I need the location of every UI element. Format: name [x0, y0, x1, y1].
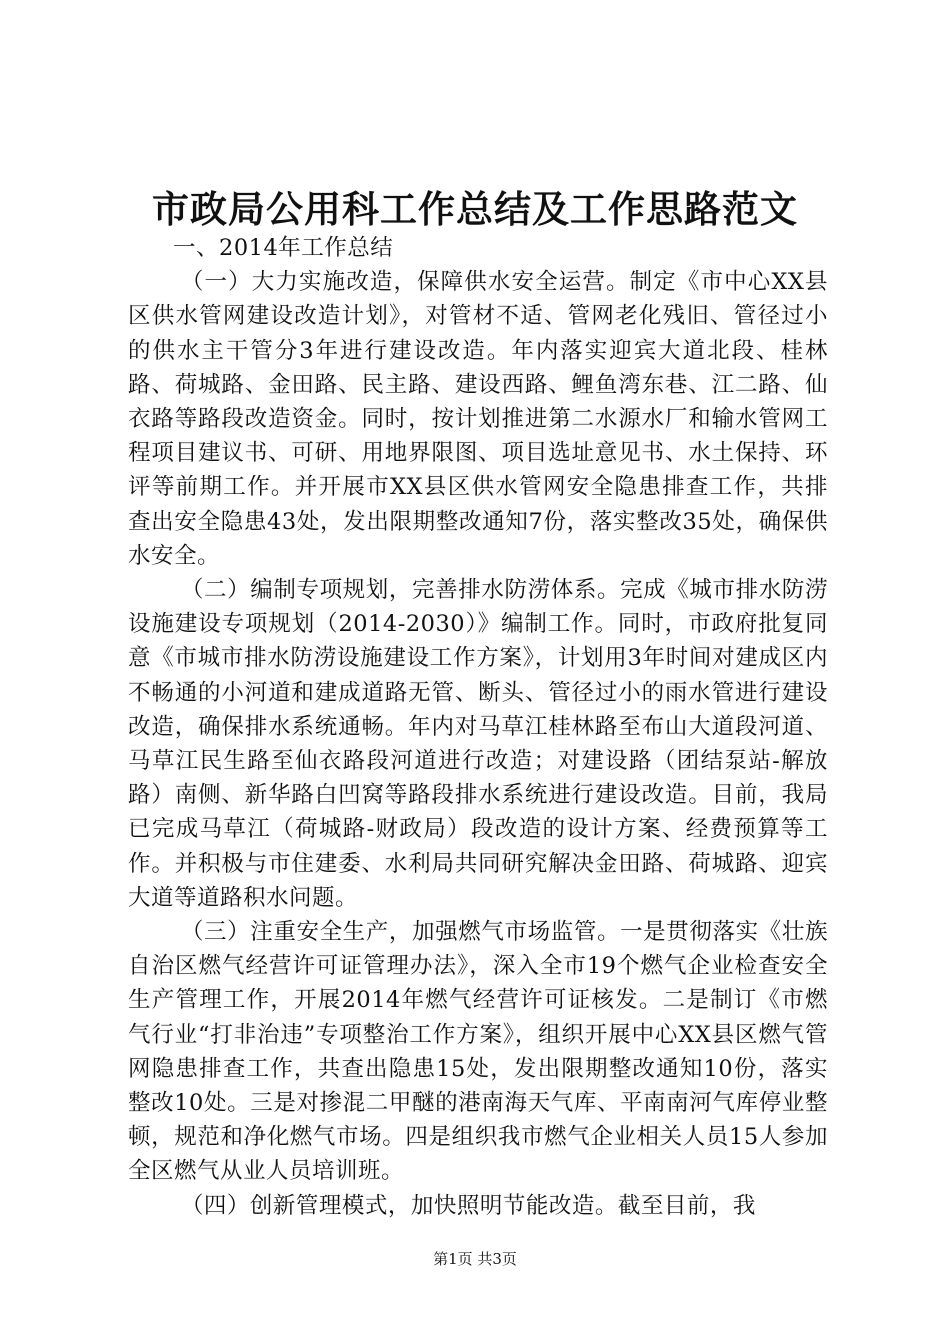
paragraph-lighting: （四）创新管理模式，加快照明节能改造。截至目前，我: [180, 1192, 756, 1219]
document-title: 市政局公用科工作总结及工作思路范文: [152, 187, 798, 231]
paragraph-gas-safety: （三）注重安全生产，加强燃气市场监管。一是贯彻落实《壮族自治区燃气经营许可证管理办法》，深入全市19个燃气企业检查安全生产管理工作，开展2014年燃气经营许可证核发。二是制订《市燃气行业“打非治违”专项整治工作方案》，组织开展中心XX县区燃气管网隐患排查工作，共查出隐患15处，发出限期整改通知10份，落实整改10处。三是对掺混二甲醚的港南海天气库、平南南河气库停业整顿，规范和净化燃气市场。四是组织我市燃气企业相关人员15人参加全区燃气从业人员培训班。: [128, 919, 828, 1185]
paragraph-drainage: （二）编制专项规划，完善排水防涝体系。完成《城市排水防涝设施建设专项规划（2014-2030）》编制工作。同时，市政府批复同意《市城市排水防涝设施建设工作方案》，计划用3年时间对建成区内不畅通的小河道和建成道路无管、断头、管径过小的雨水管进行建设改造，确保排水系统通畅。年内对马草江桂林路至布山大道段河道、马草江民生路至仙衣路段河道进行改造；对建设路（团结泵站-解放路）南侧、新华路白凹窝等路段排水系统进行建设改造。目前，我局已完成马草江（荷城路-财政局）段改造的设计方案、经费预算等工作。并积极与市住建委、水利局共同研究解决金田路、荷城路、迎宾大道等道路积水问题。: [128, 577, 828, 911]
section-heading: 一、2014年工作总结: [173, 235, 394, 261]
document-body: [128, 231, 828, 1223]
page-number-footer: 第1页 共3页: [433, 1250, 517, 1268]
paragraph-water-supply: （一）大力实施改造，保障供水安全运营。制定《市中心XX县区供水管网建设改造计划》，对管材不适、管网老化残旧、管径过小的供水主干管分3年进行建设改造。年内落实迎宾大道北段、桂林路、荷城路、金田路、民主路、建设西路、鲤鱼湾东巷、江二路、仙衣路等路段改造资金。同时，按计划推进第二水源水厂和输水管网工程项目建议书、可研、用地界限图、项目选址意见书、水土保持、环评等前期工作。并开展市XX县区供水管网安全隐患排查工作，共排查出安全隐患43处，发出限期整改通知7份，落实整改35处，确保供水安全。: [128, 269, 828, 569]
